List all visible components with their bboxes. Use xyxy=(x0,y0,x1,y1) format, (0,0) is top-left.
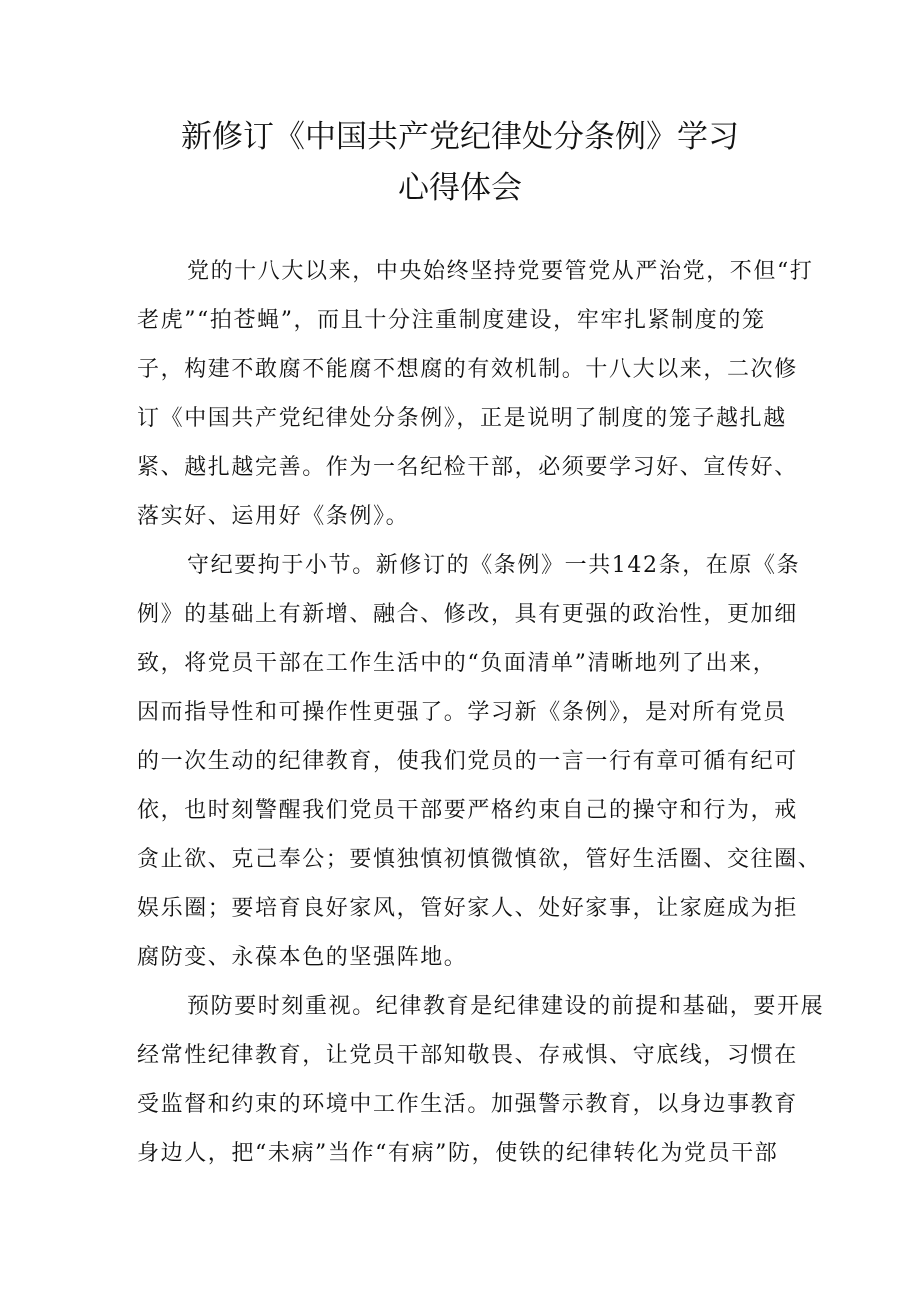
paragraph-3-line-3: 受监督和约束的环境中工作生活。加强警示教育，以身边事教育 xyxy=(137,1092,798,1117)
paragraph-1-line-1: 党的十八大以来，中央始终坚持党要管党从严治党，不但“打 xyxy=(187,259,814,284)
paragraph-2-line-4: 因而指导性和可操作性更强了。学习新《条例》，是对所有党员 xyxy=(137,700,787,725)
paragraph-1-line-5: 紧、越扎越完善。作为一名纪检干部，必须要学习好、宣传好、 xyxy=(137,455,798,480)
paragraph-2-line-3: 致，将党员干部在工作生活中的“负面清单”清晰地列了出来， xyxy=(137,651,777,676)
paragraph-2-line-8: 娱乐圈；要培育良好家风，管好家人、处好家事，让家庭成为拒 xyxy=(137,896,798,921)
document-title-line-1: 新修订《中国共产党纪律处分条例》学习 xyxy=(181,119,739,155)
paragraph-1-line-2: 老虎”“拍苍蝇”，而且十分注重制度建设，牢牢扎紧制度的笼 xyxy=(137,308,766,333)
paragraph-2-line-2: 例》的基础上有新增、融合、修改，具有更强的政治性，更加细 xyxy=(137,602,798,627)
paragraph-1-line-3: 子，构建不敢腐不能腐不想腐的有效机制。十八大以来，二次修 xyxy=(137,357,798,382)
paragraph-2-line-5: 的一次生动的纪律教育，使我们党员的一言一行有章可循有纪可 xyxy=(137,749,798,774)
paragraph-1-line-4: 订《中国共产党纪律处分条例》，正是说明了制度的笼子越扎越 xyxy=(137,406,787,431)
paragraph-2-line-1: 守纪要拘于小节。新修订的《条例》一共142条，在原《条 xyxy=(187,553,801,578)
paragraph-1-line-6: 落实好、运用好《条例》。 xyxy=(137,504,410,529)
paragraph-2-line-9: 腐防变、永葆本色的坚强阵地。 xyxy=(137,945,468,970)
document-title-line-2: 心得体会 xyxy=(398,170,522,206)
paragraph-2-line-7: 贪止欲、克己奉公；要慎独慎初慎微慎欲，管好生活圈、交往圈、 xyxy=(137,847,822,872)
paragraph-3-line-4: 身边人，把“未病”当作“有病”防，使铁的纪律转化为党员干部 xyxy=(137,1141,779,1166)
paragraph-3-line-2: 经常性纪律教育，让党员干部知敬畏、存戒惧、守底线，习惯在 xyxy=(137,1043,798,1068)
paragraph-3-line-1: 预防要时刻重视。纪律教育是纪律建设的前提和基础，要开展 xyxy=(187,994,825,1019)
paragraph-2-line-6: 依，也时刻警醒我们党员干部要严格约束自己的操守和行为，戒 xyxy=(137,798,798,823)
